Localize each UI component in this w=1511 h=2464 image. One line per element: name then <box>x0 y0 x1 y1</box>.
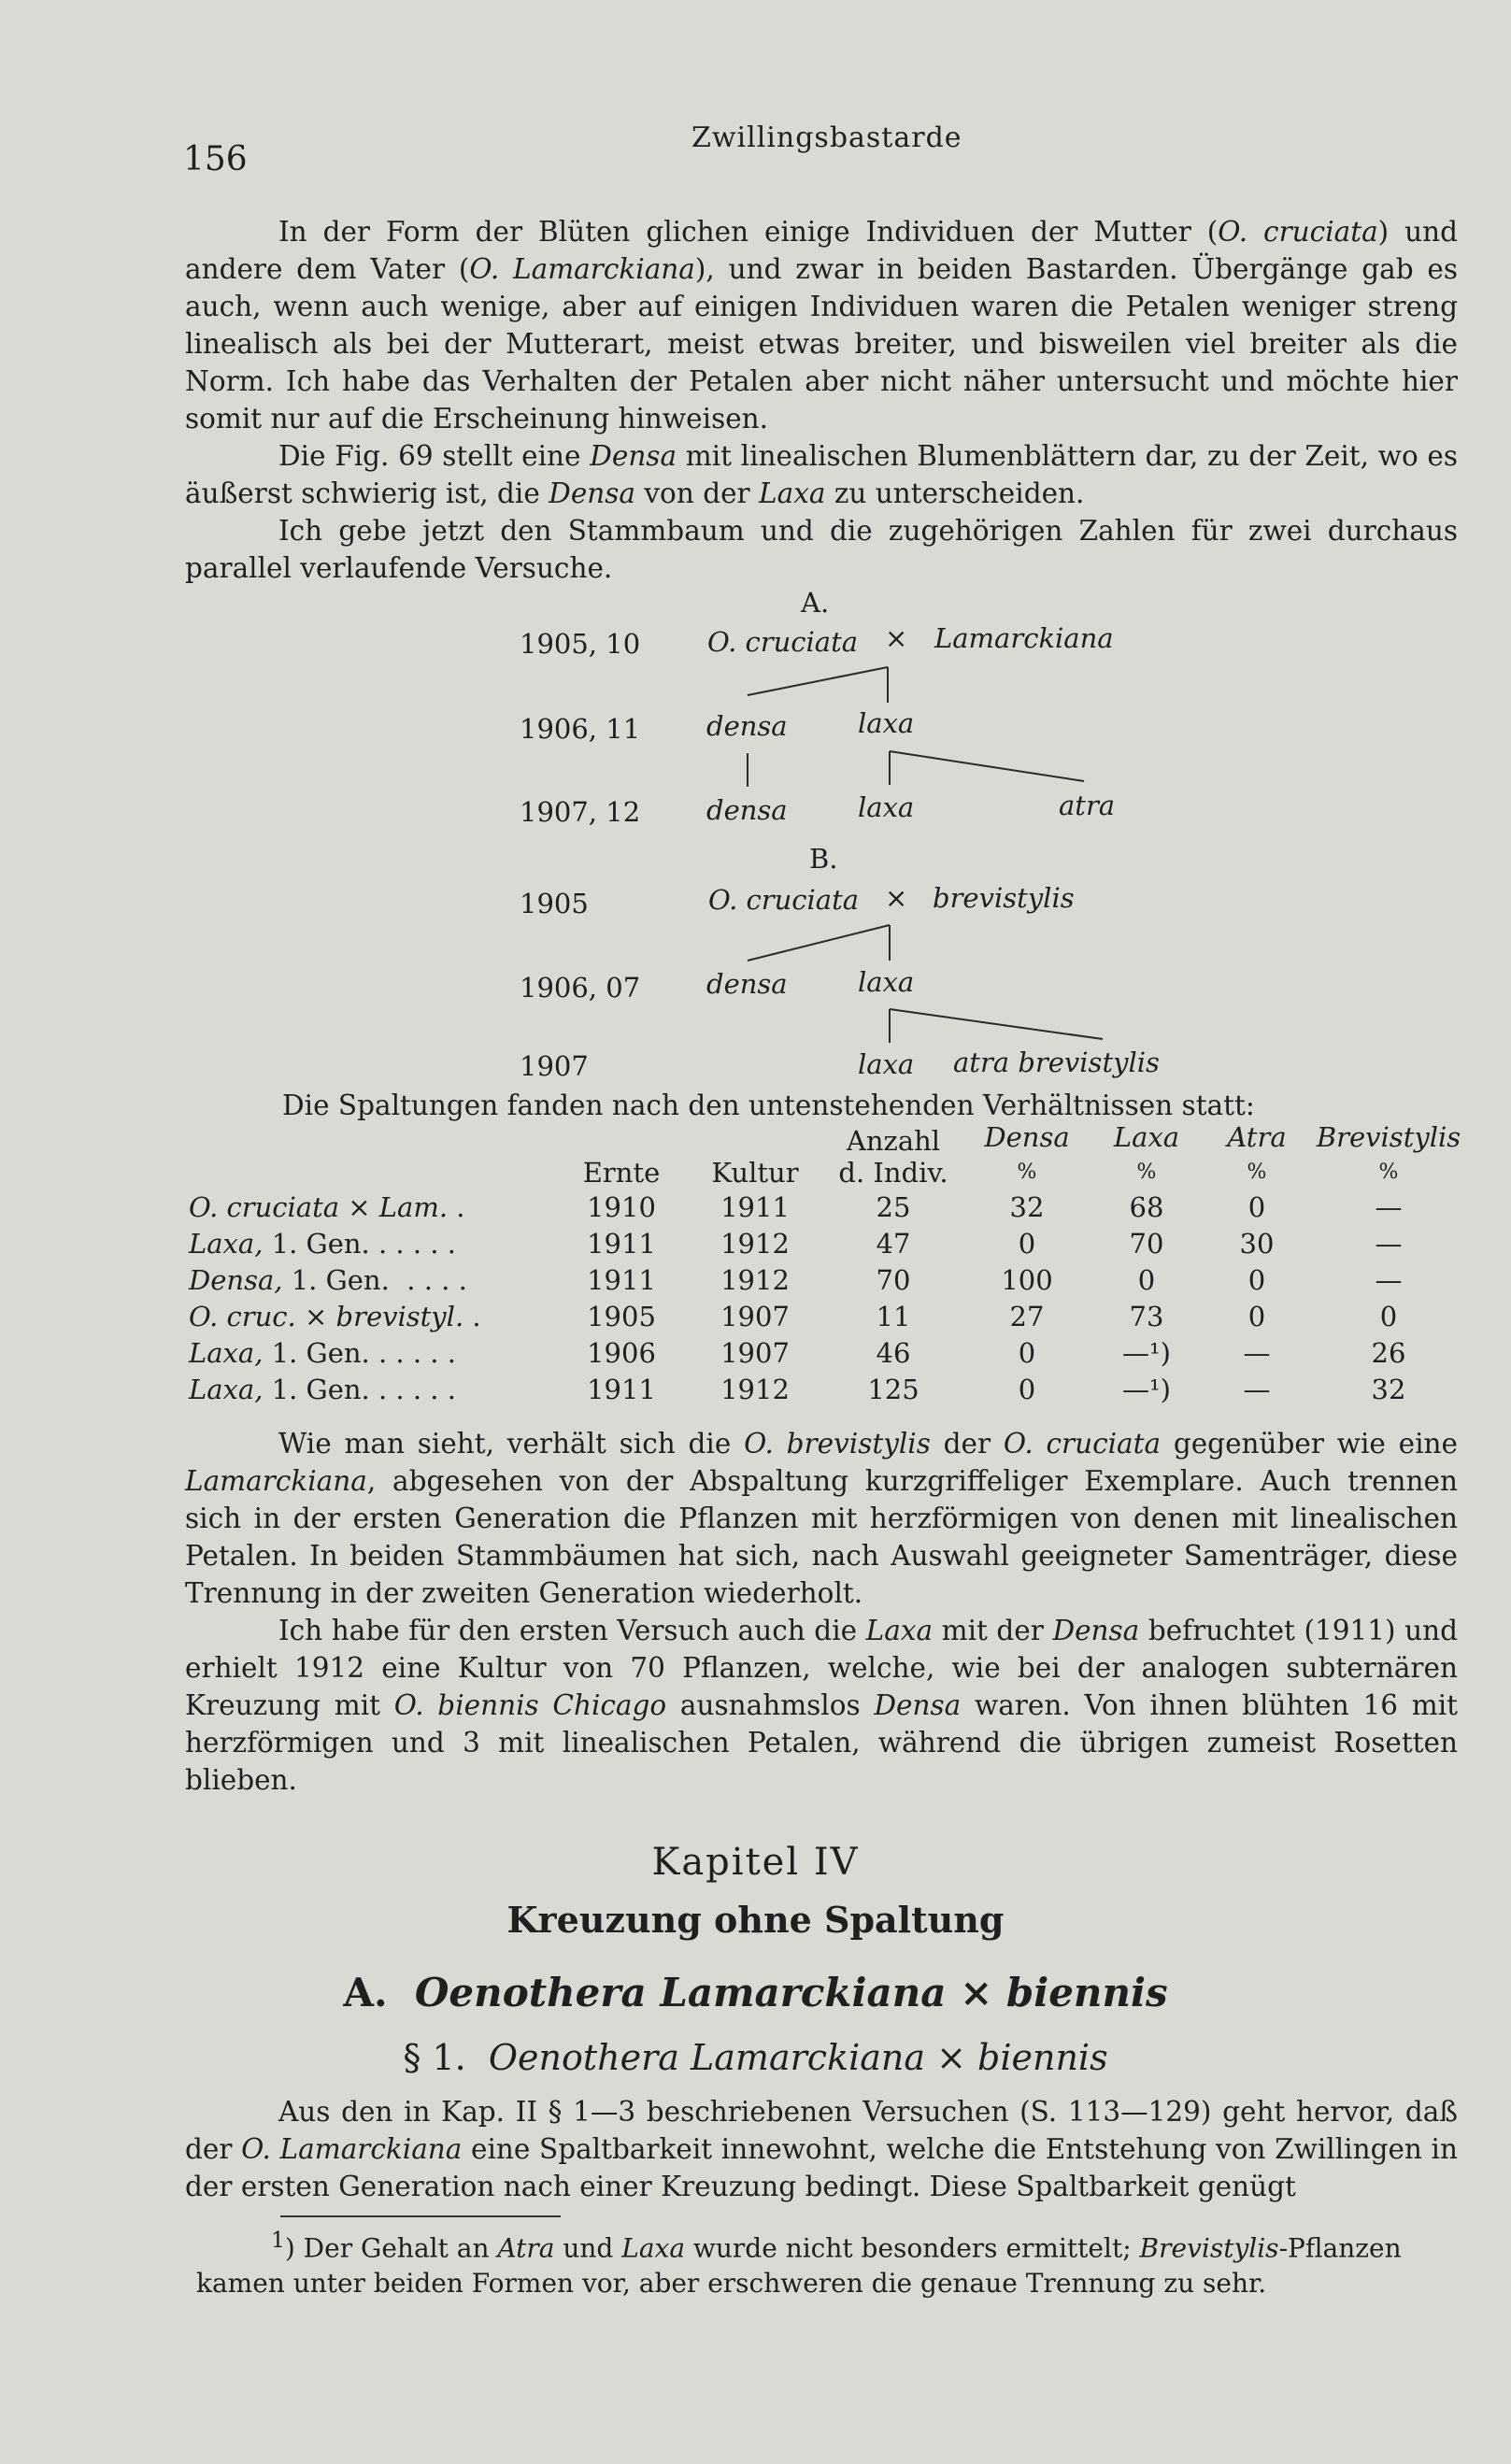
cell-ernte: 1910 <box>587 1190 656 1223</box>
pedigree-a-line-laxa-atra <box>890 751 1084 781</box>
header-laxa: Laxa % <box>1113 1121 1180 1184</box>
cell-brevistylis: 32 <box>1371 1373 1406 1405</box>
cell-laxa: —¹) <box>1122 1373 1171 1405</box>
pedigree-b-label: B. <box>809 843 838 875</box>
pedigree-b-node-densa: densa <box>706 968 788 1000</box>
cell-atra: — <box>1243 1373 1271 1405</box>
pedigree-b-node-atra-brevistylis: atra brevistylis <box>953 1047 1160 1078</box>
cell-atra: 0 <box>1247 1190 1266 1223</box>
pedigree-a-cross-sign: × <box>885 622 908 654</box>
cell-ernte: 1911 <box>587 1263 656 1296</box>
running-title: Zwillingsbastarde <box>691 121 962 154</box>
pedigree-b-line-to-densa <box>748 925 890 961</box>
pedigree-a-year-1: 1905, 10 <box>520 628 641 660</box>
table-intro: Die Spaltungen fanden nach den untenstehenden Verhältnissen statt: <box>282 1090 1255 1121</box>
table-body <box>185 1189 1465 1407</box>
cell-ernte: 1906 <box>587 1336 656 1369</box>
page-number: 156 <box>183 140 248 178</box>
pedigree-a-year-3: 1907, 12 <box>520 796 641 828</box>
pedigree-b-cross-sign: × <box>885 882 908 914</box>
cell-laxa: 0 <box>1137 1263 1156 1296</box>
pedigree-b-line-laxa-atra <box>890 1009 1103 1039</box>
chapter-title: Kreuzung ohne Spaltung <box>506 1899 1005 1941</box>
row-label: O. cruciata × Lam. . <box>189 1190 465 1223</box>
header-densa: Densa % <box>984 1121 1070 1184</box>
cell-kultur: 1911 <box>720 1190 790 1223</box>
pedigree-b-parent-mother: O. cruciata <box>708 884 860 916</box>
cell-brevistylis: — <box>1375 1263 1403 1296</box>
table-row <box>185 1371 1465 1407</box>
row-label: Laxa, 1. Gen. . . . . . <box>189 1336 456 1369</box>
pedigree-a-parent-father: Lamarckiana <box>934 622 1114 654</box>
header-brevistylis: Brevistylis % <box>1316 1121 1461 1184</box>
paragraph-6: Aus den in Kap. II § 1—3 beschriebenen Versuchen (S. 113—129) geht hervor, daß der O. Lamarckiana eine Spaltbarkeit innewohnt, welche die Entstehung von Zwillingen in der ersten Generation nach einer Kreuzung bedingt. Diese Spaltbarkeit genügt <box>185 2096 1458 2202</box>
cell-densa: 0 <box>1018 1336 1036 1369</box>
header-atra: Atra % <box>1227 1121 1287 1184</box>
cell-brevistylis: 26 <box>1371 1336 1406 1369</box>
pedigree-b-node-laxa-2: laxa <box>858 1048 915 1080</box>
cell-laxa: —¹) <box>1122 1336 1171 1369</box>
cell-brevistylis: — <box>1375 1190 1403 1223</box>
paragraph-1: In der Form der Blüten glichen einige Individuen der Mutter (O. cruciata) und andere dem Vater (O. Lamarckiana), und zwar in beiden Bastarden. Übergänge gab es auch, wenn auch wenige, aber auf einigen Individuen waren die Petalen weniger streng linealisch als bei der Mutterart, meist etwas breiter, und bisweilen viel breiter als die Norm. Ich habe das Verhalten der Petalen aber nicht näher untersucht und möchte hier somit nur auf die Erscheinung hinweisen. <box>185 216 1459 434</box>
pedigree-b-year-2: 1906, 07 <box>520 972 641 1004</box>
cell-kultur: 1907 <box>720 1300 790 1332</box>
body-text-middle <box>185 1425 1458 1799</box>
cell-brevistylis: 0 <box>1379 1300 1398 1332</box>
paragraph-3: Ich gebe jetzt den Stammbaum und die zugehörigen Zahlen für zwei durchaus parallel verlaufende Versuche. <box>185 515 1458 584</box>
pedigree-a-node-laxa-2: laxa <box>858 791 915 823</box>
chapter-number: Kapitel IV <box>651 1841 860 1884</box>
cell-densa: 27 <box>1009 1300 1045 1332</box>
cell-kultur: 1912 <box>720 1227 790 1260</box>
pedigree-a-node-densa-2: densa <box>706 794 788 826</box>
cell-laxa: 70 <box>1129 1227 1164 1260</box>
paragraph-5: Ich habe für den ersten Versuch auch die Laxa mit der Densa befruchtet (1911) und erhielt 1912 eine Kultur von 70 Pflanzen, welche, wie bei der analogen subternären Kreuzung mit O. biennis Chicago ausnahmslos Densa waren. Von ihnen blühten 16 mit herzförmigen und 3 mit linealischen Petalen, während die übrigen zumeist Rosetten blieben. <box>185 1615 1459 1796</box>
cell-anzahl: 70 <box>876 1263 911 1296</box>
pedigree-a-parent-mother: O. cruciata <box>707 626 859 658</box>
cell-densa: 0 <box>1018 1373 1036 1405</box>
cell-laxa: 68 <box>1129 1190 1164 1223</box>
cell-anzahl: 125 <box>867 1373 919 1405</box>
row-label: Laxa, 1. Gen. . . . . . <box>189 1373 456 1405</box>
section-heading: A. Oenothera Lamarckiana × biennis <box>343 1970 1168 2015</box>
cell-atra: 0 <box>1247 1263 1266 1296</box>
header-anzahl: Anzahl d. Indiv. <box>838 1125 948 1189</box>
pedigree-b-node-laxa-1: laxa <box>858 966 915 998</box>
footnote <box>196 2222 1467 2301</box>
pedigree-b-year-1: 1905 <box>520 888 589 919</box>
cell-anzahl: 47 <box>876 1227 911 1260</box>
cell-kultur: 1912 <box>720 1373 790 1405</box>
table-row <box>185 1298 1465 1334</box>
paragraph-4: Wie man sieht, verhält sich die O. brevistylis der O. cruciata gegenüber wie eine Lamarckiana, abgesehen von der Abspaltung kurzgriffeliger Exemplare. Auch trennen sich in der ersten Generation die Pflanzen mit herzförmigen von denen mit linealischen Petalen. In beiden Stammbäumen hat sich, nach Auswahl geeigneter Samenträger, diese Trennung in der zweiten Generation wiederholt. <box>185 1428 1458 1609</box>
cell-densa: 32 <box>1009 1190 1045 1223</box>
table-row <box>185 1334 1465 1371</box>
pedigree-a-node-atra: atra <box>1059 790 1116 821</box>
pedigree-a-label: A. <box>801 587 830 619</box>
header-ernte: Ernte <box>582 1157 661 1189</box>
cell-laxa: 73 <box>1129 1300 1164 1332</box>
paragraph-2: Die Fig. 69 stellt eine Densa mit linealischen Blumenblättern dar, zu der Zeit, wo es äußerst schwierig ist, die Densa von der Laxa zu unterscheiden. <box>185 440 1459 509</box>
table-header-row <box>185 1121 1465 1189</box>
row-label: Laxa, 1. Gen. . . . . . <box>189 1227 456 1260</box>
header-kultur: Kultur <box>711 1157 799 1189</box>
subsection-heading: § 1. Oenothera Lamarckiana × biennis <box>403 2037 1108 2078</box>
cell-densa: 100 <box>1001 1263 1053 1296</box>
pedigree-a-line-to-densa <box>748 667 888 695</box>
cell-ernte: 1905 <box>587 1300 656 1332</box>
cell-atra: 30 <box>1239 1227 1275 1260</box>
segregation-table <box>185 1121 1465 1407</box>
cell-anzahl: 25 <box>876 1190 911 1223</box>
pedigree-a-node-densa-1: densa <box>706 710 788 742</box>
row-label: Densa, 1. Gen. . . . . <box>189 1263 467 1296</box>
table-row <box>185 1189 1465 1225</box>
pedigree-b-parent-father: brevistylis <box>933 882 1075 914</box>
cell-ernte: 1911 <box>587 1373 656 1405</box>
cell-densa: 0 <box>1018 1227 1036 1260</box>
cell-anzahl: 46 <box>876 1336 911 1369</box>
cell-kultur: 1912 <box>720 1263 790 1296</box>
table-row <box>185 1225 1465 1261</box>
body-text-bottom <box>185 2093 1458 2205</box>
cell-ernte: 1911 <box>587 1227 656 1260</box>
pedigree-b-year-3: 1907 <box>520 1050 589 1082</box>
cell-brevistylis: — <box>1375 1227 1403 1260</box>
table-row <box>185 1261 1465 1298</box>
pedigree-a-node-laxa-1: laxa <box>858 707 915 739</box>
row-label: O. cruc. × brevistyl. . <box>189 1300 481 1332</box>
cell-anzahl: 11 <box>876 1300 911 1332</box>
footnote-rule <box>280 2215 561 2217</box>
cell-kultur: 1907 <box>720 1336 790 1369</box>
footnote-text: $^1$) Der Gehalt an Atra und Laxa wurde nicht besonders ermittelt; Brevistylis-Pflanzen kamen unter beiden Formen vor, aber erschweren die genaue Trennung zu sehr. <box>196 2227 1402 2300</box>
cell-atra: 0 <box>1247 1300 1266 1332</box>
pedigree-a-year-2: 1906, 11 <box>520 713 641 745</box>
cell-atra: — <box>1243 1336 1271 1369</box>
